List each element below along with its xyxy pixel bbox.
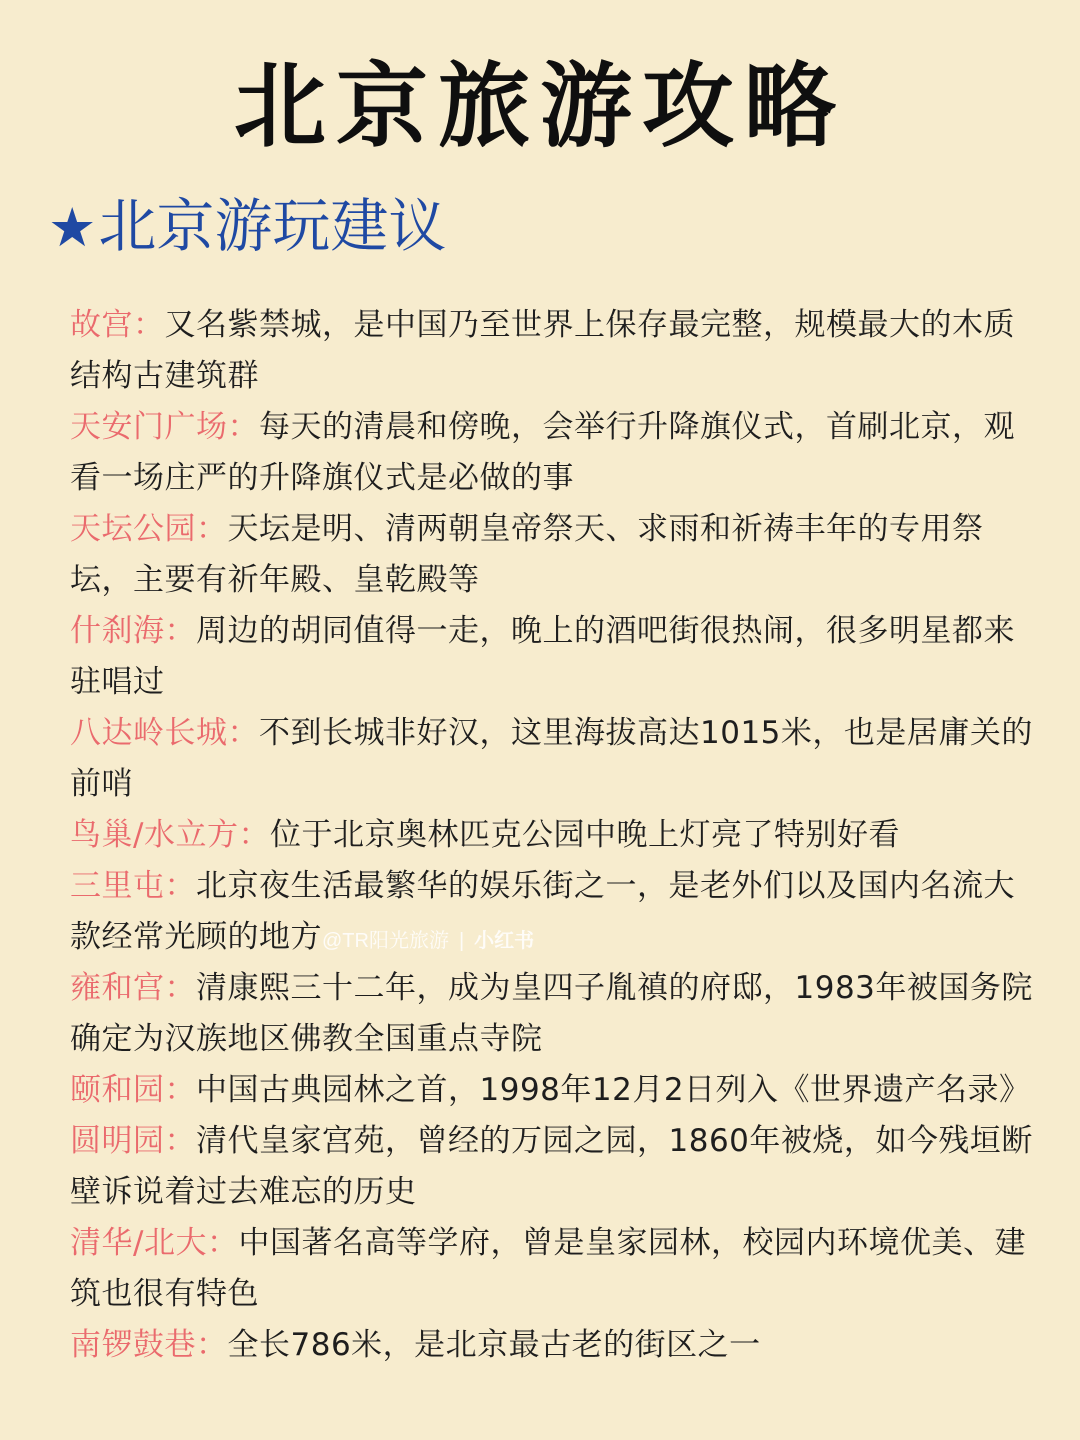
attraction-item-gugong [70, 300, 1045, 402]
attraction-description: 清代皇家宫苑，曾经的万园之园，1860年被烧，如今残垣断壁诉说着过去难忘的历史 [70, 1123, 1033, 1210]
attraction-item-tiananmen [70, 402, 1045, 504]
attraction-description: 又名紫禁城，是中国乃至世界上保存最完整，规模最大的木质结构古建筑群 [70, 307, 1015, 394]
attraction-item-badaling [70, 708, 1045, 810]
attraction-description: 每天的清晨和傍晚，会举行升降旗仪式，首刷北京，观看一场庄严的升降旗仪式是必做的事 [70, 409, 1015, 496]
attraction-description: 周边的胡同值得一走，晚上的酒吧街很热闹，很多明星都来驻唱过 [70, 613, 1015, 700]
star-icon: ★ [48, 196, 97, 259]
attraction-name: 南锣鼓巷： [70, 1327, 228, 1363]
watermark-separator: | [458, 930, 465, 952]
attraction-item-yiheyuan [70, 1065, 1045, 1116]
attraction-name: 鸟巢/水立方： [70, 817, 270, 853]
attraction-description: 中国古典园林之首，1998年12月2日列入《世界遗产名录》 [196, 1072, 1031, 1108]
attraction-name: 圆明园： [70, 1123, 196, 1159]
attraction-name: 故宫： [70, 307, 165, 343]
attraction-description: 不到长城非好汉，这里海拔高达1015米，也是居庸关的前哨 [70, 715, 1033, 802]
attraction-name: 八达岭长城： [70, 715, 259, 751]
attraction-description: 全长786米，是北京最古老的街区之一 [227, 1327, 761, 1363]
section-heading [48, 188, 446, 266]
attraction-item-yuanmingyuan [70, 1116, 1045, 1218]
attraction-name: 天安门广场： [70, 409, 259, 445]
section-heading-text: 北京游玩建议 [98, 192, 447, 260]
attraction-description: 位于北京奥林匹克公园中晚上灯亮了特别好看 [269, 817, 900, 853]
attraction-item-qinghua-beida [70, 1218, 1045, 1320]
attraction-name: 什刹海： [70, 613, 196, 649]
page-title: 北京旅游攻略 [233, 53, 846, 160]
attraction-description: 北京夜生活最繁华的娱乐街之一，是老外们以及国内名流大款经常光顾的地方 [70, 868, 1015, 955]
attraction-item-tiantan [70, 504, 1045, 606]
watermark [322, 924, 534, 953]
attraction-name: 清华/北大： [70, 1225, 239, 1261]
attraction-item-shichahai [70, 606, 1045, 708]
attraction-item-niaochao [70, 810, 1045, 861]
attraction-item-yonghegong [70, 963, 1045, 1065]
attraction-name: 三里屯： [70, 868, 196, 904]
attraction-item-sanlitun [70, 861, 1045, 963]
attraction-name: 颐和园： [70, 1072, 196, 1108]
attraction-description: 清康熙三十二年，成为皇四子胤禛的府邸，1983年被国务院确定为汉族地区佛教全国重点寺院 [70, 970, 1033, 1057]
attraction-item-nanluoguxiang [70, 1320, 1045, 1371]
attraction-description: 天坛是明、清两朝皇帝祭天、求雨和祈祷丰年的专用祭坛，主要有祈年殿、皇乾殿等 [70, 511, 984, 598]
attraction-name: 雍和宫： [70, 970, 196, 1006]
attraction-description: 中国著名高等学府，曾是皇家园林，校园内环境优美、建筑也很有特色 [70, 1225, 1026, 1312]
watermark-author: @TR阳光旅游 [322, 930, 449, 952]
attraction-name: 天坛公园： [70, 511, 228, 547]
attraction-list [70, 300, 1045, 1371]
xiaohongshu-logo: 小红书 [474, 930, 535, 952]
